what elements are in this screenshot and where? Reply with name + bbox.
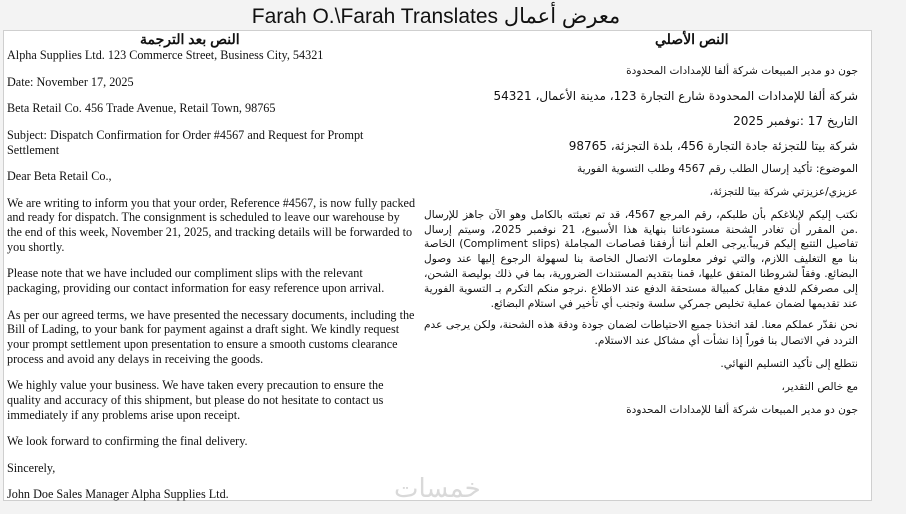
- original-sender-name: جون دو مدير المبيعات شركة ألفا للإمدادات المحدودة: [626, 65, 858, 77]
- original-body-paragraph: نحن نقدّر عملكم معنا. لقد اتخذنا جميع الاحتياطات لضمان جودة ودقة هذه الشحنة، ولكن يرجى عدم التردد في الاتصال بنا فوراً إذا نشأت أي مشاكل عند الاستلام.: [424, 319, 858, 348]
- original-signature: جون دو مدير المبيعات شركة ألفا للإمدادات المحدودة: [626, 404, 858, 417]
- letter-date: Date: November 17, 2025: [7, 74, 134, 89]
- letter-paragraph: As per our agreed terms, we have presented the necessary documents, including the Bill of Lading, to your bank for payment against a draft sight. We kindly request your prompt settlement upon presentation to ensure a smooth customs clearance process and avoid any delays in receiving the goods.: [7, 307, 415, 366]
- letter-closing-line: We look forward to confirming the final delivery.: [7, 434, 248, 449]
- original-subject: الموضوع: تأكيد إرسال الطلب رقم 4567 وطلب التسوية الفورية: [576, 162, 858, 175]
- original-date: التاريخ 17 :نوفمبر 2025: [733, 113, 858, 128]
- translated-text-heading: النص بعد الترجمة: [140, 31, 240, 47]
- recipient-address: Beta Retail Co. 456 Trade Avenue, Retail Town, 98765: [7, 101, 276, 116]
- letter-paragraph: We highly value your business. We have taken every precaution to ensure the quality and accuracy of this shipment, but please do not hesitate to contact us immediately if any problems arise upon receipt.: [7, 378, 384, 422]
- sender-address: Alpha Supplies Ltd. 123 Commerce Street, Business City, 54321: [7, 48, 324, 62]
- original-signoff: مع خالص التقدير،: [781, 381, 858, 394]
- original-body-paragraph: نكتب إليكم لإبلاغكم بأن طلبكم، رقم المرجع 4567، قد تم تعبئته بالكامل وهو الآن جاهز للإرسال .من المقرر أن تغادر الشحنة مستودعاتنا بنهاية هذا الأسبوع، 21 نوفمبر 2025، وسيتم إرسال تفاصيل التتبع إليكم قريباً.يرجى العلم أننا أرفقنا قصاصات المجاملة (Compliment slips) الخاصة بنا مع التغليف اللازم، والتي توفر معلومات الاتصال الخاصة بنا لسهولة الرجوع إليها عند وصول البضائع. وفقاً لشروطنا المتفق عليها، قمنا بتقديم المستندات الضرورية، بما في ذلك بوليصة الشحن، إلى مصرفكم للدفع مقابل كمبيالة مستحقة الدفع عند الاطلاع .نرجو منكم التكرم بـ التسوية الفورية عند تقديمها لضمان عملية تخليص جمركي سلسة وتجنب أي تأخير في استلام البضائع.: [424, 208, 858, 310]
- letter-signoff: Sincerely,: [7, 460, 56, 475]
- original-recipient-address: شركة بيتا للتجزئة جادة التجارة 456، بلدة التجزئة، 98765: [568, 138, 858, 153]
- page-title: Farah O.\Farah Translates معرض أعمال: [251, 5, 621, 28]
- original-text-heading: النص الأصلي: [655, 31, 729, 47]
- original-sender-address: شركة ألفا للإمدادات المحدودة شارع التجارة 123، مدينة الأعمال، 54321: [493, 88, 858, 103]
- letter-paragraph: Please note that we have included our compliment slips with the relevant packaging, providing our contact information for easy reference upon arrival.: [7, 266, 385, 296]
- original-letter: [424, 64, 858, 426]
- letter-subject: Subject: Dispatch Confirmation for Order #4567 and Request for Prompt Settlement: [7, 127, 364, 157]
- original-salutation: عزيزي/عزيزتي شركة بيتا للتجزئة،: [709, 185, 858, 198]
- translated-letter: [7, 48, 417, 514]
- original-closing-line: نتطلع إلى تأكيد التسليم النهائي.: [720, 358, 858, 371]
- letter-signature: John Doe Sales Manager Alpha Supplies Ltd.: [7, 487, 229, 502]
- khamsat-watermark: خمسات: [394, 474, 481, 504]
- letter-salutation: Dear Beta Retail Co.,: [7, 169, 112, 184]
- letter-paragraph: We are writing to inform you that your order, Reference #4567, is now fully packed and ready for dispatch. The consignment is scheduled to leave our warehouse by the end of this week, November 21, 2025, and tracking details will be forwarded to you shortly.: [7, 195, 416, 254]
